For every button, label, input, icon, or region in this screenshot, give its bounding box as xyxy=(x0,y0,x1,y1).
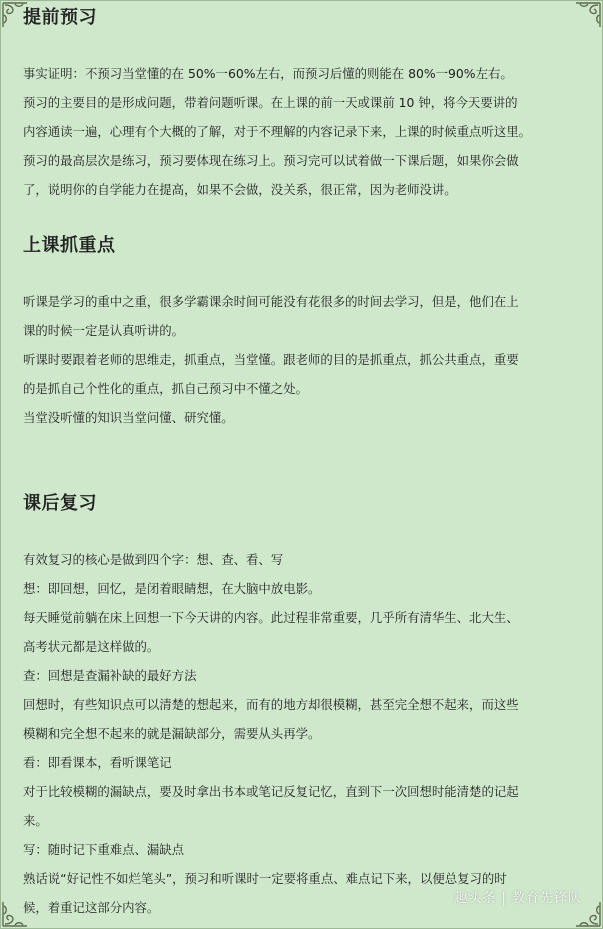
paragraph-line: 看：即看课本，看听课笔记 xyxy=(23,755,172,770)
paragraph-line: 对于比较模糊的漏缺点，要及时拿出书本或笔记反复记忆，直到下一次回想时能清楚的记起 xyxy=(23,784,519,799)
paragraph-line: 回想时，有些知识点可以清楚的想起来，而有的地方却很模糊，甚至完全想不起来，而这些 xyxy=(23,697,519,712)
paragraph-line: 的是抓自己个性化的重点，抓自己预习中不懂之处。 xyxy=(23,381,308,396)
paragraph-line: 有效复习的核心是做到四个字：想、查、看、写 xyxy=(23,552,284,567)
paragraph-line: 预习的主要目的是形成问题，带着问题听课。在上课的前一天或课前 10 钟，将今天要讲的 xyxy=(23,95,518,110)
paragraph-line: 预习的最高层次是练习，预习要体现在练习上。预习完可以试着做一下课后题，如果你会做 xyxy=(23,153,519,168)
paragraph-line: 了，说明你的自学能力在提高，如果不会做，没关系，很正常，因为老师没讲。 xyxy=(23,182,457,197)
paragraph-line: 来。 xyxy=(23,813,48,828)
paragraph-line: 课的时候一定是认真听讲的。 xyxy=(23,323,185,338)
paragraph-line: 听课时要跟着老师的思维走，抓重点，当堂懂。跟老师的目的是抓重点，抓公共重点，重要 xyxy=(23,352,519,367)
paragraph-line: 候，着重记这部分内容。 xyxy=(23,900,160,915)
paragraph-line: 模糊和完全想不起来的就是漏缺部分，需要从头再学。 xyxy=(23,726,321,741)
paragraph-line: 查：回想是查漏补缺的最好方法 xyxy=(23,668,197,683)
paragraph-line: 内容通读一遍，心理有个大概的了解，对于不理解的内容记录下来，上课的时候重点听这里。 xyxy=(23,124,532,139)
paragraph-line: 高考状元都是这样做的。 xyxy=(23,639,160,654)
corner-ornament-icon xyxy=(574,1,602,29)
paragraph-line: 熟话说“好记性不如烂笔头”，预习和听课时一定要将重点、难点记下来，以便总复习的时 xyxy=(23,871,507,886)
section-heading-preview: 提前预习 xyxy=(23,7,97,28)
paragraph-line: 事实证明：不预习当堂懂的在 50%一60%左右，而预习后懂的则能在 80%一90%左右。 xyxy=(23,66,513,81)
paragraph-line: 写：随时记下重难点、漏缺点 xyxy=(23,842,185,857)
section-heading-lecture: 上课抓重点 xyxy=(23,235,116,256)
section-heading-review: 课后复习 xyxy=(23,493,97,514)
source-watermark: 趣头条 | 教育先锋队 xyxy=(454,891,582,906)
paragraph-line: 每天睡觉前躺在床上回想一下今天讲的内容。此过程非常重要，几乎所有清华生、北大生、 xyxy=(23,610,519,625)
paragraph-line: 听课是学习的重中之重，很多学霸课余时间可能没有花很多的时间去学习，但是，他们在上 xyxy=(23,294,519,309)
paragraph-line: 想：即回想，回忆，是闭着眼睛想，在大脑中放电影。 xyxy=(23,581,321,596)
paragraph-line: 当堂没听懂的知识当堂问懂、研究懂。 xyxy=(23,410,234,425)
